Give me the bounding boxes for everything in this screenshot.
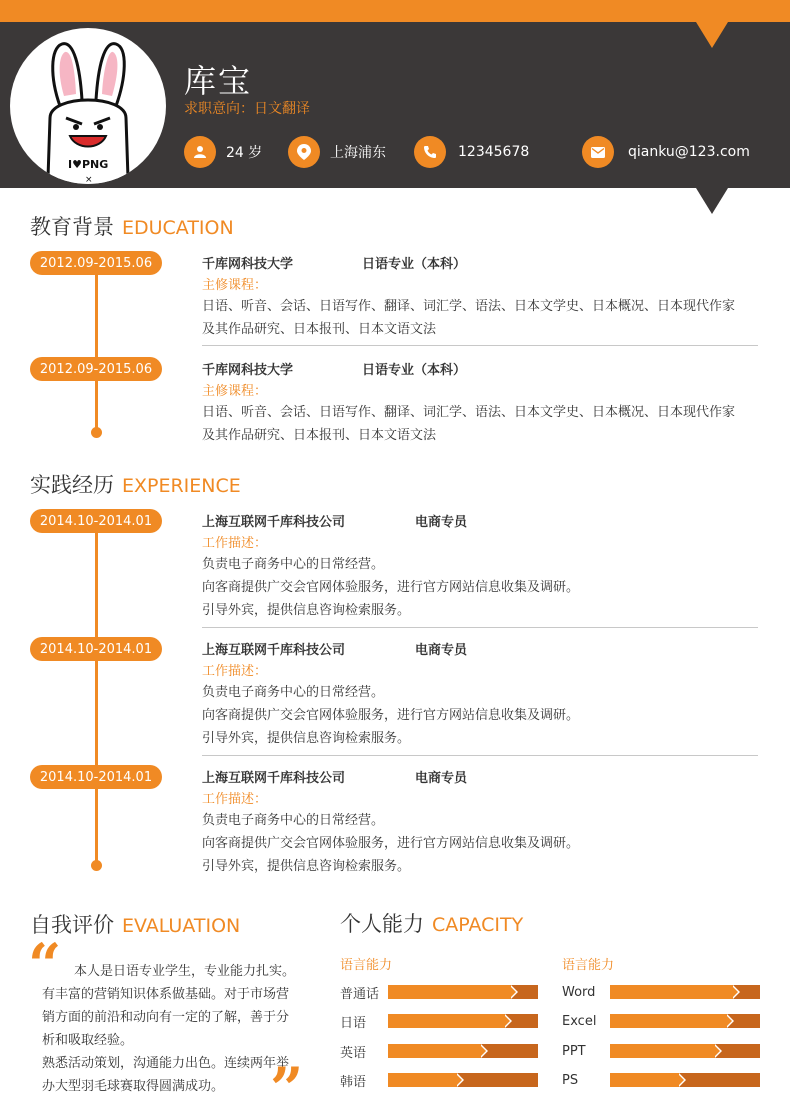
close-quote-icon: ” [270,1055,304,1118]
avatar-shirt-text: I♥PNG [68,158,109,171]
skill-row [562,1070,760,1090]
bunny-mascot-icon [10,28,166,184]
skill-row [562,1011,760,1031]
age-text: 24 岁 [226,145,263,161]
experience-title-en: EXPERIENCE [122,475,241,497]
evaluation-text [42,960,304,1098]
skill-level-bar [610,1073,760,1087]
school-name: 千库网科技大学 [202,362,294,378]
evaluation-section-title [30,909,240,939]
skill-row [340,982,538,1002]
avatar [10,28,166,184]
education-section-title [30,211,234,241]
evaluation-title-en: EVALUATION [122,915,241,937]
skill-name: PPT [562,1043,586,1059]
experience-date-badge: 2014.10-2014.01 [30,509,162,533]
capacity-section-title [340,908,523,938]
work-desc-label: 工作描述： [202,536,268,551]
divider [202,755,758,756]
header-top-notch [696,22,728,48]
skill-row [340,1070,538,1090]
work-desc-line: 引导外宾，提供信息咨询检索服务。 [202,603,411,618]
company-name: 上海互联网千库科技公司 [202,642,346,658]
education-timeline-end-dot [91,427,102,438]
phone-icon [414,136,446,168]
skill-level-bar [388,1073,538,1087]
work-desc-line: 向客商提供广交会官网体验服务，进行官方网站信息收集及调研。 [202,836,580,851]
experience-date-badge: 2014.10-2014.01 [30,637,162,661]
experience-entry [202,766,758,878]
skill-group-heading: 语言能力 [562,958,615,973]
skill-row [562,982,760,1002]
course-line: 日语、听音、会话、日语写作、翻译、词汇学、语法、日本文学史、日本概况、日本现代作家 [202,299,736,314]
course-line: 及其作品研究、日本报刊、日本文语文法 [202,322,437,337]
person-icon [184,136,216,168]
education-entry [202,252,758,341]
location-pin-icon [288,136,320,168]
company-name: 上海互联网千库科技公司 [202,770,346,786]
top-accent-bar [0,0,790,22]
skill-name: 英语 [340,1045,367,1061]
experience-timeline-end-dot [91,860,102,871]
work-desc-line: 引导外宾，提供信息咨询检索服务。 [202,859,411,874]
skill-name: 普通话 [340,986,380,1002]
education-timeline [95,262,98,432]
experience-section-title [30,469,241,499]
email-text: qianku@123.com [628,144,750,160]
phone-info [414,136,529,168]
evaluation-line: 析和吸取经验。 [42,1033,134,1048]
skill-name: 日语 [340,1015,367,1031]
skill-level-bar [388,985,538,999]
courses-label: 主修课程： [202,278,268,293]
work-desc-label: 工作描述： [202,664,268,679]
education-date-badge: 2012.09-2015.06 [30,357,162,381]
experience-timeline [95,520,98,865]
skill-name: PS [562,1072,579,1088]
education-date-badge: 2012.09-2015.06 [30,251,162,275]
evaluation-title-cn: 自我评价 [30,913,114,937]
capacity-title-cn: 个人能力 [340,912,424,936]
location-text: 上海浦东 [330,145,386,161]
skill-row [562,1041,760,1061]
evaluation-line: 办大型羽毛球赛取得圆满成功。 [42,1079,225,1094]
phone-text: 12345678 [458,144,530,160]
work-desc-line: 向客商提供广交会官网体验服务，进行官方网站信息收集及调研。 [202,708,580,723]
evaluation-line: 销方面的前沿和动向有一定的了解，善于分 [42,1010,290,1025]
header-bottom-notch [696,188,728,214]
work-desc-line: 负责电子商务中心的日常经营。 [202,557,385,572]
skill-group-heading: 语言能力 [340,958,393,973]
skill-name: 韩语 [340,1074,367,1090]
courses-label: 主修课程： [202,384,268,399]
major-name: 日语专业（本科） [362,256,467,272]
major-name: 日语专业（本科） [362,362,467,378]
work-desc-line: 向客商提供广交会官网体验服务，进行官方网站信息收集及调研。 [202,580,580,595]
divider [202,345,758,346]
role-name: 电商专员 [415,514,468,530]
education-entry [202,358,758,447]
skill-level-bar [388,1044,538,1058]
divider [202,627,758,628]
company-name: 上海互联网千库科技公司 [202,514,346,530]
work-desc-line: 引导外宾，提供信息咨询检索服务。 [202,731,411,746]
education-title-cn: 教育背景 [30,215,114,239]
work-desc-line: 负责电子商务中心的日常经营。 [202,813,385,828]
skill-row [340,1011,538,1031]
candidate-name: 库宝 [184,62,253,100]
evaluation-line: 熟悉活动策划，沟通能力出色。连续两年举 [42,1056,290,1071]
skill-name: Word [562,984,596,1000]
skill-level-bar [610,985,760,999]
evaluation-line: 本人是日语专业学生，专业能力扎实。 [74,964,296,979]
job-intent: 求职意向：日文翻译 [184,101,310,117]
skill-name: Excel [562,1013,597,1029]
role-name: 电商专员 [415,770,468,786]
skill-level-bar [610,1044,760,1058]
skill-row [340,1041,538,1061]
course-line: 日语、听音、会话、日语写作、翻译、词汇学、语法、日本文学史、日本概况、日本现代作家 [202,405,736,420]
experience-date-badge: 2014.10-2014.01 [30,765,162,789]
course-line: 及其作品研究、日本报刊、日本文语文法 [202,428,437,443]
work-desc-line: 负责电子商务中心的日常经营。 [202,685,385,700]
role-name: 电商专员 [415,642,468,658]
capacity-title-en: CAPACITY [432,914,524,936]
education-title-en: EDUCATION [122,217,234,239]
open-quote-icon: “ [28,931,62,999]
evaluation-line: 有丰富的营销知识体系做基础。对于市场营 [42,987,290,1002]
email-info [582,136,750,168]
experience-entry [202,638,758,750]
skill-level-bar [610,1014,760,1028]
work-desc-label: 工作描述： [202,792,268,807]
school-name: 千库网科技大学 [202,256,294,272]
age-info [184,136,262,168]
location-info [288,136,386,168]
skill-level-bar [388,1014,538,1028]
experience-title-cn: 实践经历 [30,473,114,497]
svg-text:×: × [85,175,93,184]
experience-entry [202,510,758,622]
mail-icon [582,136,614,168]
